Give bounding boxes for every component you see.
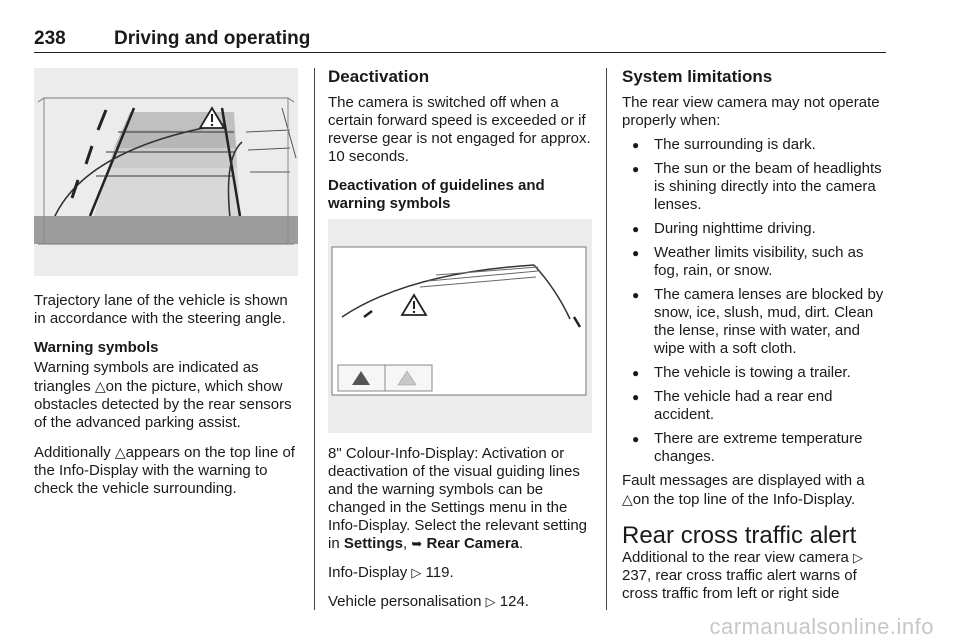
- watermark: carmanualsonline.info: [709, 614, 934, 639]
- additional-paragraph: Additionally △appears on the top line of the Info-Display with the warning to check the vehicle surrounding.: [34, 444, 295, 497]
- page-ref-icon: ▷: [411, 565, 422, 580]
- fault-messages-paragraph: Fault messages are displayed with a △on the top line of the Info-Display.: [622, 472, 865, 508]
- page-header: [34, 22, 886, 53]
- display-paragraph: 8" Colour-Info-Display: Activation or deactivation of the visual guiding lines and the warning symbols can be changed in the Settings menu in the Info-Display. Select the relevant setting in Settings, ➥ Rear Camera.: [328, 445, 588, 552]
- list-item: ● The camera lenses are blocked by snow, ice, slush, mud, dirt. Clean the lense, rinse with water, and wipe with a soft cloth.: [622, 286, 888, 358]
- limitations-intro: The rear view camera may not operate properly when:: [622, 94, 880, 129]
- section-title: Driving and operating: [114, 28, 311, 49]
- display-settings-svg: [328, 219, 592, 433]
- limitations-list: [622, 136, 888, 466]
- column-3: [622, 68, 888, 614]
- list-item: ● The sun or the beam of headlights is shining directly into the camera lenses.: [622, 160, 888, 214]
- rear-cross-traffic-paragraph: Additional to the rear view camera ▷ 237, rear cross traffic alert warns of cross traffic from left or right side: [622, 549, 863, 602]
- warning-paragraph: Warning symbols are indicated as triangles △on the picture, which show obstacles detected by the rear sensors of the advanced parking assist.: [34, 359, 292, 431]
- personalisation-reference: Vehicle personalisation ▷ 124.: [328, 593, 529, 610]
- list-item: ● The vehicle is towing a trailer.: [622, 364, 888, 382]
- figure-caption: Trajectory lane of the vehicle is shown in accordance with the steering angle.: [34, 292, 288, 327]
- settings-link: Settings: [343, 535, 404, 552]
- column-1: [34, 68, 300, 509]
- deactivation-heading: Deactivation: [328, 67, 430, 86]
- list-item: ● Weather limits visibility, such as fog, rain, or snow.: [622, 244, 888, 280]
- column-divider: [314, 68, 315, 610]
- warning-triangle-icon: △: [94, 378, 106, 394]
- rear-camera-link: Rear Camera: [426, 535, 520, 552]
- system-limitations-heading: System limitations: [622, 67, 773, 86]
- page-ref-icon: ▷: [852, 550, 863, 565]
- warning-heading: Warning symbols: [34, 339, 159, 356]
- warning-triangle-icon: △: [114, 444, 126, 460]
- page-ref-icon: ▷: [485, 594, 496, 609]
- arrow-right-icon: ➥: [411, 536, 423, 551]
- deactivation-paragraph: The camera is switched off when a certain forward speed is exceeded or if reverse gear is not engaged for approx. 10 seconds.: [328, 94, 591, 165]
- page-number: 238: [34, 28, 66, 49]
- camera-trajectory-illustration: [34, 68, 298, 276]
- list-item: ● The surrounding is dark.: [622, 136, 888, 154]
- rear-cross-traffic-heading: Rear cross traffic alert: [622, 522, 857, 549]
- display-settings-illustration: [328, 219, 592, 433]
- warning-triangle-icon: △: [622, 491, 633, 507]
- guidelines-subheading: Deactivation of guidelines and warning symbols: [328, 177, 545, 212]
- camera-trajectory-svg: [34, 68, 298, 276]
- column-divider: [606, 68, 607, 610]
- column-2: [328, 68, 594, 622]
- list-item: ● The vehicle had a rear end accident.: [622, 388, 888, 424]
- list-item: ● During nighttime driving.: [622, 220, 888, 238]
- list-item: ● There are extreme temperature changes.: [622, 430, 888, 466]
- info-display-reference: Info-Display ▷ 119.: [328, 564, 454, 581]
